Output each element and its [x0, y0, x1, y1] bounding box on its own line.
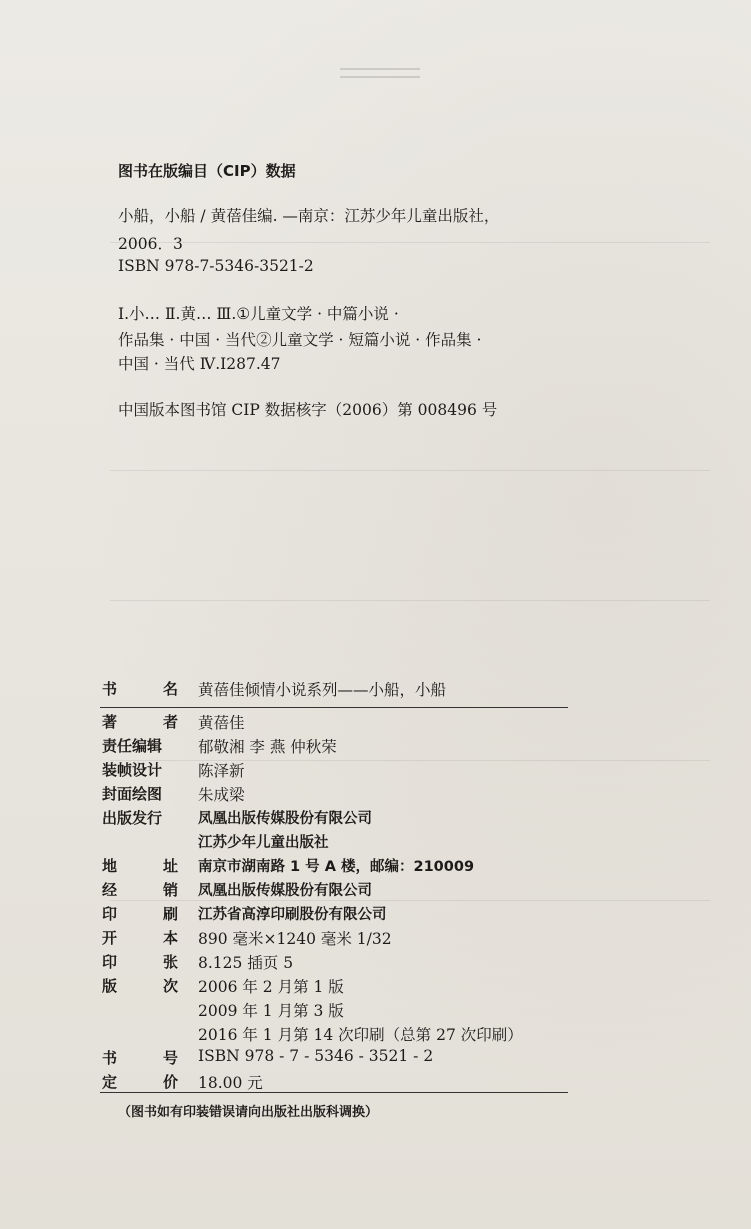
detail-label: 装帧设计 [102, 761, 163, 779]
detail-value: 凤凰出版传媒股份有限公司 [198, 811, 372, 827]
publication-details [102, 678, 572, 1095]
detail-row-edition-2 [102, 999, 572, 1023]
detail-value: 18.00 元 [198, 1074, 263, 1092]
detail-row-author [102, 711, 572, 735]
detail-row-isbn [102, 1047, 572, 1071]
detail-value: 江苏省高淳印刷股份有限公司 [198, 907, 387, 923]
detail-label: 印 刷 [102, 905, 178, 923]
divider [100, 1092, 568, 1093]
detail-value: 江苏少年儿童出版社 [198, 835, 329, 851]
detail-value: 8.125 插页 5 [198, 954, 294, 972]
detail-row-editors [102, 735, 572, 759]
detail-label: 定 价 [102, 1073, 178, 1091]
detail-value: 南京市湖南路 1 号 A 楼，邮编：210009 [198, 859, 475, 875]
detail-row-distributor [102, 879, 572, 903]
cip-line: Ⅰ.小… Ⅱ.黄… Ⅲ.①儿童文学 · 中篇小说 · [118, 305, 399, 323]
detail-label: 版 次 [102, 977, 178, 995]
divider [100, 707, 568, 708]
cip-verification: 中国版本图书馆 CIP 数据核字（2006）第 008496 号 [118, 401, 498, 419]
detail-label: 责任编辑 [102, 737, 163, 755]
cip-line: 作品集 · 中国 · 当代②儿童文学 · 短篇小说 · 作品集 · [118, 331, 482, 349]
detail-row-title [102, 678, 572, 702]
detail-row-cover [102, 783, 572, 807]
cip-line: ISBN 978-7-5346-3521-2 [118, 257, 314, 275]
detail-value: 朱成梁 [198, 786, 245, 804]
detail-label: 经 销 [102, 881, 178, 899]
show-through-line [110, 242, 710, 243]
cip-line: 2006．3 [118, 235, 183, 253]
detail-row-address [102, 855, 572, 879]
detail-value: 2006 年 2 月第 1 版 [198, 978, 344, 996]
detail-value: 黄蓓佳 [198, 714, 245, 732]
detail-label: 书 名 [102, 680, 178, 698]
detail-value: 2016 年 1 月第 14 次印刷（总第 27 次印刷） [198, 1026, 523, 1044]
detail-label: 开 本 [102, 929, 178, 947]
detail-row-sheets [102, 951, 572, 975]
detail-row-design [102, 759, 572, 783]
detail-row-edition [102, 975, 572, 999]
cip-line: 中国 · 当代 Ⅳ.I287.47 [118, 355, 281, 373]
show-through-line [110, 470, 710, 471]
cip-title: 图书在版编目（CIP）数据 [118, 162, 296, 180]
detail-label: 印 张 [102, 953, 178, 971]
detail-value: 陈泽新 [198, 762, 245, 780]
detail-row-publisher-2 [102, 831, 572, 855]
detail-label: 著 者 [102, 713, 178, 731]
detail-value: ISBN 978 - 7 - 5346 - 3521 - 2 [198, 1047, 434, 1065]
detail-value: 2009 年 1 月第 3 版 [198, 1002, 344, 1020]
detail-value: 黄蓓佳倾情小说系列——小船，小船 [198, 681, 447, 699]
detail-value: 890 毫米×1240 毫米 1/32 [198, 930, 392, 948]
detail-label: 出版发行 [102, 809, 163, 827]
cip-line: 小船，小船 / 黄蓓佳编. —南京：江苏少年儿童出版社， [118, 207, 500, 225]
detail-value: 郁敬湘 李 燕 仲秋荣 [198, 738, 337, 756]
detail-row-edition-3 [102, 1023, 572, 1047]
misprint-notice: （图书如有印装错误请向出版社出版科调换） [118, 1105, 379, 1120]
detail-row-publisher [102, 807, 572, 831]
detail-label: 封面绘图 [102, 785, 163, 803]
detail-label: 书 号 [102, 1049, 178, 1067]
show-through-mark [340, 62, 420, 92]
detail-value: 凤凰出版传媒股份有限公司 [198, 883, 372, 899]
detail-label: 地 址 [102, 857, 178, 875]
show-through-line [110, 600, 710, 601]
detail-row-printer [102, 903, 572, 927]
detail-row-format [102, 927, 572, 951]
